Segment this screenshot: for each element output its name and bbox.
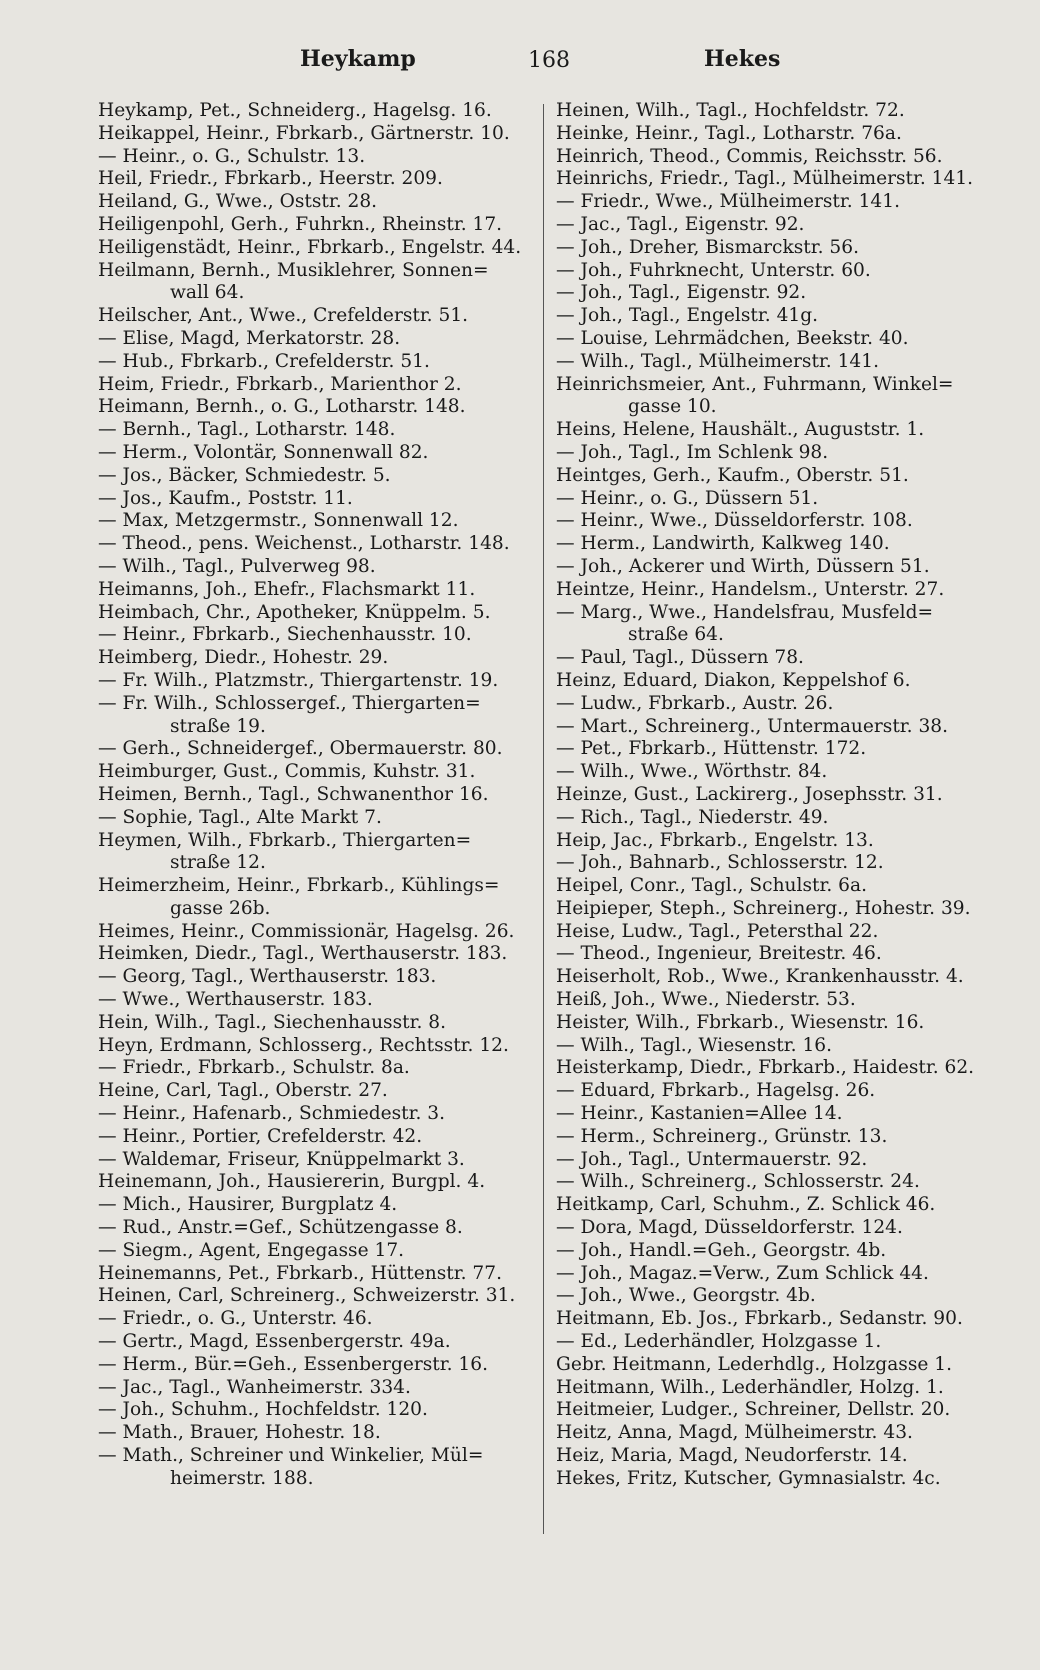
directory-entry: Hekes, Fritz, Kutscher, Gymnasialstr. 4c. (556, 1467, 941, 1489)
directory-entry: — Bernh., Tagl., Lotharstr. 148. (98, 419, 396, 441)
directory-entry: — Joh., Bahnarb., Schlosserstr. 12. (556, 852, 884, 874)
directory-entry: — Wilh., Schreinerg., Schlosserstr. 24. (556, 1171, 920, 1193)
directory-entry: Heintges, Gerh., Kaufm., Oberstr. 51. (556, 464, 909, 486)
directory-entry: Heim, Friedr., Fbrkarb., Marienthor 2. (98, 373, 462, 395)
directory-entry: — Dora, Magd, Düsseldorferstr. 124. (556, 1217, 903, 1239)
directory-entry: Heimbach, Chr., Apotheker, Knüppelm. 5. (98, 601, 491, 623)
directory-entry: — Wilh., Tagl., Mülheimerstr. 141. (556, 350, 880, 372)
directory-entry: — Paul, Tagl., Düssern 78. (556, 647, 804, 669)
directory-entry: — Wilh., Wwe., Wörthstr. 84. (556, 761, 828, 783)
directory-entry: — Fr. Wilh., Schlossergef., Thiergarten= (98, 692, 481, 714)
directory-entry: — Elise, Magd, Merkatorstr. 28. (98, 327, 401, 349)
right-column (556, 100, 986, 1491)
header-first-name: Heykamp (300, 46, 416, 72)
directory-entry: — Pet., Fbrkarb., Hüttenstr. 172. (556, 738, 867, 760)
directory-entry: — Eduard, Fbrkarb., Hagelsg. 26. (556, 1080, 876, 1102)
directory-entry: Heilscher, Ant., Wwe., Crefelderstr. 51. (98, 305, 469, 327)
directory-entry: — Joh., Tagl., Eigenstr. 92. (556, 282, 807, 304)
directory-entry: Heip, Jac., Fbrkarb., Engelstr. 13. (556, 829, 874, 851)
directory-entry: straße 19. (170, 715, 266, 737)
directory-entry: Hein, Wilh., Tagl., Siechenhausstr. 8. (98, 1011, 447, 1033)
directory-entry: heimerstr. 188. (170, 1467, 314, 1489)
directory-entry: Heyn, Erdmann, Schlosserg., Rechtsstr. 12. (98, 1034, 509, 1056)
directory-entry: — Heinr., Portier, Crefelderstr. 42. (98, 1125, 423, 1147)
directory-entry: — Jac., Tagl., Wanheimerstr. 334. (98, 1376, 411, 1398)
directory-entry: gasse 10. (628, 396, 717, 418)
directory-entry: Heipel, Conr., Tagl., Schulstr. 6a. (556, 875, 867, 897)
directory-entry: Heitz, Anna, Magd, Mülheimerstr. 43. (556, 1422, 913, 1444)
directory-entry: Heitmann, Eb. Jos., Fbrkarb., Sedanstr. 90. (556, 1308, 963, 1330)
directory-entry: — Rich., Tagl., Niederstr. 49. (556, 806, 829, 828)
directory-entry: Heinz, Eduard, Diakon, Keppelshof 6. (556, 669, 911, 691)
directory-entry: Heimanns, Joh., Ehefr., Flachsmarkt 11. (98, 578, 476, 600)
directory-entry: — Herm., Bür.=Geh., Essenbergerstr. 16. (98, 1353, 488, 1375)
directory-entry: — Joh., Tagl., Engelstr. 41g. (556, 305, 819, 327)
directory-entry: — Ed., Lederhändler, Holzgasse 1. (556, 1331, 882, 1353)
column-divider (543, 104, 544, 1534)
directory-entry: — Wilh., Tagl., Pulverweg 98. (98, 555, 376, 577)
directory-entry: — Mart., Schreinerg., Untermauerstr. 38. (556, 715, 949, 737)
page-header (0, 46, 1040, 86)
directory-entry: wall 64. (170, 282, 245, 304)
directory-entry: — Joh., Ackerer und Wirth, Düssern 51. (556, 555, 930, 577)
directory-entry: — Max, Metzgermstr., Sonnenwall 12. (98, 510, 459, 532)
directory-entry: Heinrichsmeier, Ant., Fuhrmann, Winkel= (556, 373, 954, 395)
directory-entry: Heimerzheim, Heinr., Fbrkarb., Kühlings= (98, 875, 500, 897)
directory-entry: Heil, Friedr., Fbrkarb., Heerstr. 209. (98, 168, 443, 190)
directory-entry: — Friedr., Fbrkarb., Schulstr. 8a. (98, 1057, 410, 1079)
header-last-name: Hekes (704, 46, 781, 72)
directory-entry: Heiland, G., Wwe., Oststr. 28. (98, 191, 378, 213)
directory-entry: gasse 26b. (170, 897, 271, 919)
directory-entry: — Ludw., Fbrkarb., Austr. 26. (556, 692, 834, 714)
directory-entry: Heinen, Wilh., Tagl., Hochfeldstr. 72. (556, 100, 905, 121)
directory-entry: — Friedr., Wwe., Mülheimerstr. 141. (556, 191, 900, 213)
directory-entry: Heisterkamp, Diedr., Fbrkarb., Haidestr. 62. (556, 1057, 975, 1079)
directory-entry: — Math., Brauer, Hohestr. 18. (98, 1422, 381, 1444)
directory-entry: — Joh., Schuhm., Hochfeldstr. 120. (98, 1399, 428, 1421)
directory-entry: Heinrichs, Friedr., Tagl., Mülheimerstr. 141. (556, 168, 974, 190)
directory-entry: Heilmann, Bernh., Musiklehrer, Sonnen= (98, 259, 489, 281)
directory-entry: Heins, Helene, Haushält., Auguststr. 1. (556, 419, 925, 441)
directory-entry: — Friedr., o. G., Unterstr. 46. (98, 1308, 373, 1330)
directory-entry: Heimes, Heinr., Commissionär, Hagelsg. 26. (98, 920, 515, 942)
left-column (98, 100, 526, 1491)
directory-entry: Heimberg, Diedr., Hohestr. 29. (98, 647, 389, 669)
directory-entry: Heinze, Gust., Lackirerg., Josephsstr. 31. (556, 783, 943, 805)
directory-entry: Heymen, Wilh., Fbrkarb., Thiergarten= (98, 829, 472, 851)
directory-entry: Heinemanns, Pet., Fbrkarb., Hüttenstr. 77. (98, 1262, 502, 1284)
directory-entry: — Joh., Tagl., Im Schlenk 98. (556, 441, 829, 463)
directory-entry: Heiligenstädt, Heinr., Fbrkarb., Engelstr. 44. (98, 236, 522, 258)
directory-entry: Heitkamp, Carl, Schuhm., Z. Schlick 46. (556, 1194, 936, 1216)
directory-entry: — Hub., Fbrkarb., Crefelderstr. 51. (98, 350, 430, 372)
directory-entry: Heykamp, Pet., Schneiderg., Hagelsg. 16. (98, 100, 492, 121)
directory-entry: Heintze, Heinr., Handelsm., Unterstr. 27. (556, 578, 945, 600)
directory-entry: — Heinr., Kastanien=Allee 14. (556, 1103, 843, 1125)
directory-entry: — Fr. Wilh., Platzmstr., Thiergartenstr. 19. (98, 669, 499, 691)
directory-entry: Heikappel, Heinr., Fbrkarb., Gärtnerstr. 10. (98, 122, 510, 144)
directory-entry: Heimen, Bernh., Tagl., Schwanenthor 16. (98, 783, 489, 805)
directory-entry: Heinrich, Theod., Commis, Reichsstr. 56. (556, 145, 943, 167)
directory-entry: Heitmeier, Ludger., Schreiner, Dellstr. 20. (556, 1399, 951, 1421)
directory-entry: — Siegm., Agent, Engegasse 17. (98, 1239, 405, 1261)
directory-entry: — Louise, Lehrmädchen, Beekstr. 40. (556, 327, 909, 349)
directory-entry: — Joh., Wwe., Georgstr. 4b. (556, 1285, 816, 1307)
directory-entry: — Herm., Schreinerg., Grünstr. 13. (556, 1125, 888, 1147)
directory-entry: — Heinr., o. G., Schulstr. 13. (98, 145, 366, 167)
directory-entry: — Mich., Hausirer, Burgplatz 4. (98, 1194, 398, 1216)
directory-entry: — Jac., Tagl., Eigenstr. 92. (556, 213, 805, 235)
directory-entry: Heimburger, Gust., Commis, Kuhstr. 31. (98, 761, 476, 783)
directory-entry: — Joh., Tagl., Untermauerstr. 92. (556, 1148, 868, 1170)
directory-entry: straße 12. (170, 852, 266, 874)
directory-entry: — Heinr., o. G., Düssern 51. (556, 487, 819, 509)
directory-entry: Heinke, Heinr., Tagl., Lotharstr. 76a. (556, 122, 902, 144)
directory-entry: — Herm., Volontär, Sonnenwall 82. (98, 441, 429, 463)
directory-entry: — Georg, Tagl., Werthauserstr. 183. (98, 966, 437, 988)
directory-entry: — Gertr., Magd, Essenbergerstr. 49a. (98, 1331, 451, 1353)
directory-entry: Heinen, Carl, Schreinerg., Schweizerstr. 31. (98, 1285, 516, 1307)
directory-entry: Gebr. Heitmann, Lederhdlg., Holzgasse 1. (556, 1353, 953, 1375)
directory-entry: Heiserholt, Rob., Wwe., Krankenhausstr. 4. (556, 966, 964, 988)
directory-entry: — Math., Schreiner und Winkelier, Mül= (98, 1445, 484, 1467)
directory-entry: — Sophie, Tagl., Alte Markt 7. (98, 806, 382, 828)
directory-entry: — Heinr., Fbrkarb., Siechenhausstr. 10. (98, 624, 472, 646)
directory-entry: — Jos., Bäcker, Schmiedestr. 5. (98, 464, 391, 486)
directory-entry: straße 64. (628, 624, 724, 646)
directory-entry: Heise, Ludw., Tagl., Petersthal 22. (556, 920, 879, 942)
directory-entry: — Theod., Ingenieur, Breitestr. 46. (556, 943, 882, 965)
directory-entry: — Heinr., Hafenarb., Schmiedestr. 3. (98, 1103, 446, 1125)
directory-entry: — Wilh., Tagl., Wiesenstr. 16. (556, 1034, 833, 1056)
directory-entry: Heine, Carl, Tagl., Oberstr. 27. (98, 1080, 388, 1102)
directory-entry: — Rud., Anstr.=Gef., Schützengasse 8. (98, 1217, 463, 1239)
directory-entry: — Gerh., Schneidergef., Obermauerstr. 80. (98, 738, 503, 760)
directory-entry: — Theod., pens. Weichenst., Lotharstr. 148. (98, 533, 510, 555)
directory-entry: — Joh., Fuhrknecht, Unterstr. 60. (556, 259, 871, 281)
directory-entry: — Heinr., Wwe., Düsseldorferstr. 108. (556, 510, 913, 532)
directory-entry: Heimann, Bernh., o. G., Lotharstr. 148. (98, 396, 466, 418)
directory-entry: — Joh., Magaz.=Verw., Zum Schlick 44. (556, 1262, 929, 1284)
directory-entry: — Marg., Wwe., Handelsfrau, Musfeld= (556, 601, 934, 623)
directory-entry: — Joh., Dreher, Bismarckstr. 56. (556, 236, 859, 258)
directory-entry: Heiß, Joh., Wwe., Niederstr. 53. (556, 989, 856, 1011)
directory-entry: Heister, Wilh., Fbrkarb., Wiesenstr. 16. (556, 1011, 925, 1033)
page-number: 168 (528, 48, 570, 73)
directory-entry: Heipieper, Steph., Schreinerg., Hohestr. 39. (556, 897, 971, 919)
directory-entry: — Wwe., Werthauserstr. 183. (98, 989, 373, 1011)
directory-entry: Heimken, Diedr., Tagl., Werthauserstr. 183. (98, 943, 508, 965)
directory-entry: Heiligenpohl, Gerh., Fuhrkn., Rheinstr. 17. (98, 213, 503, 235)
directory-entry: — Herm., Landwirth, Kalkweg 140. (556, 533, 890, 555)
directory-entry: Heinemann, Joh., Hausiererin, Burgpl. 4. (98, 1171, 486, 1193)
directory-entry: — Jos., Kaufm., Poststr. 11. (98, 487, 353, 509)
directory-entry: Heiz, Maria, Magd, Neudorferstr. 14. (556, 1445, 908, 1467)
directory-entry: — Joh., Handl.=Geh., Georgstr. 4b. (556, 1239, 887, 1261)
directory-entry: — Waldemar, Friseur, Knüppelmarkt 3. (98, 1148, 465, 1170)
directory-entry: Heitmann, Wilh., Lederhändler, Holzg. 1. (556, 1376, 944, 1398)
